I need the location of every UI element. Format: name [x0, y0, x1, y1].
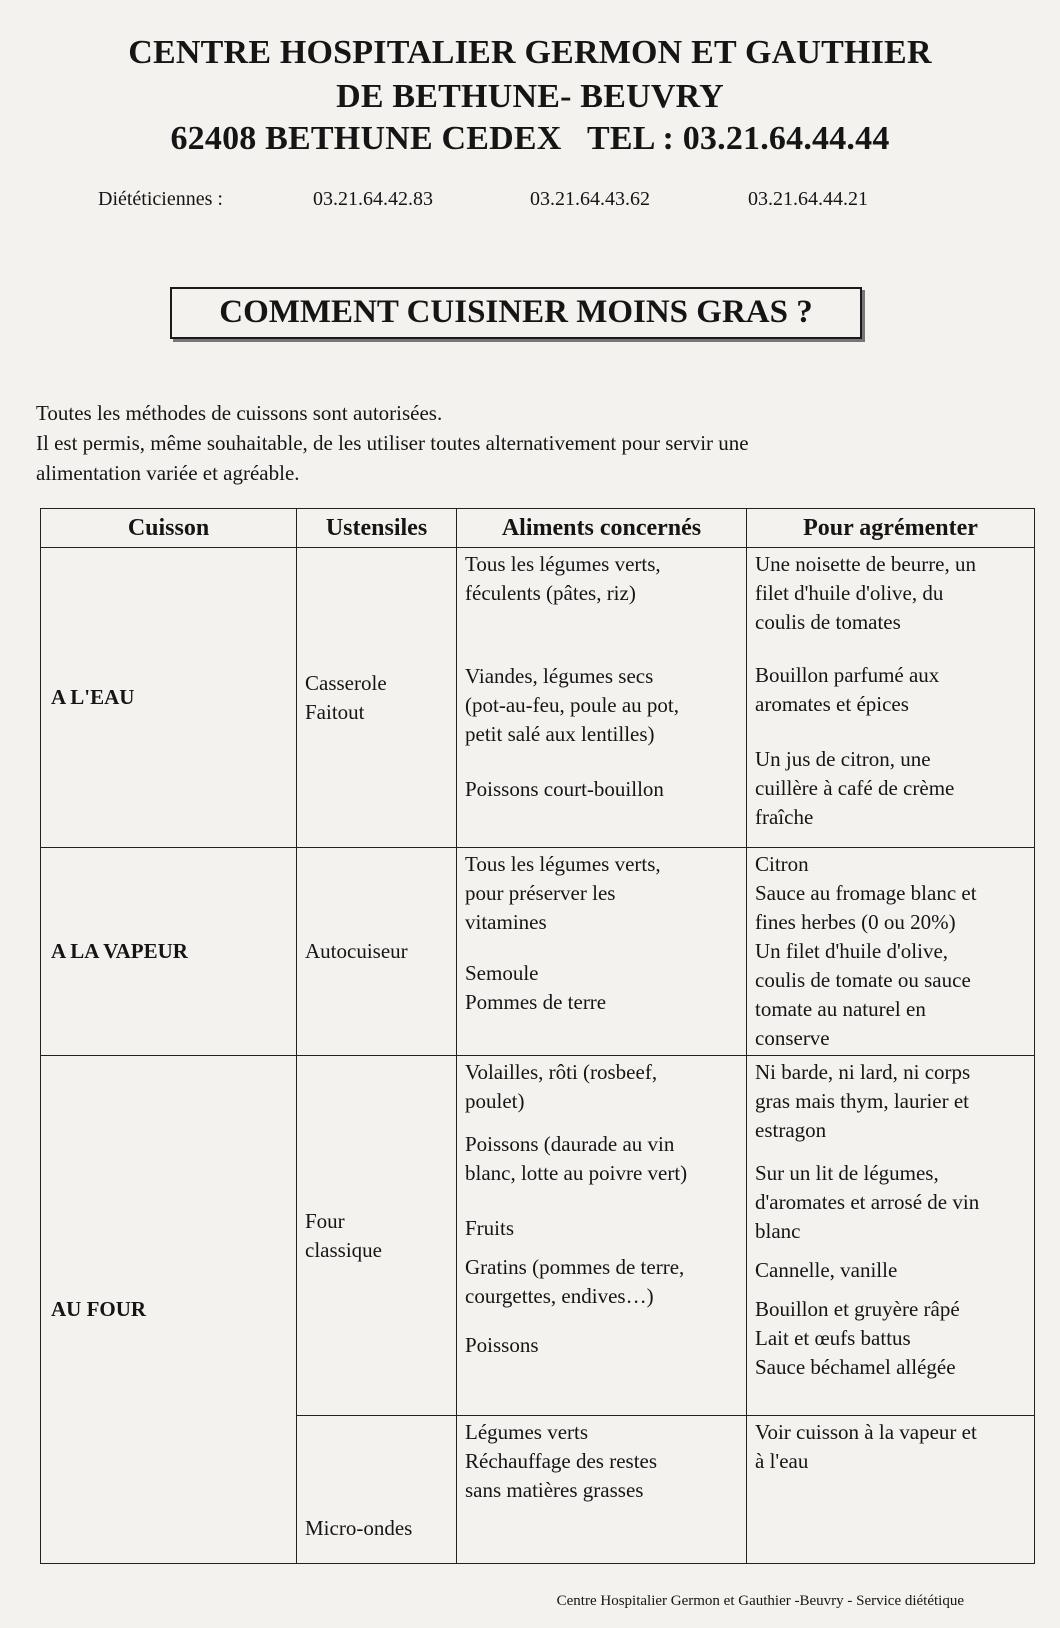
intro-line: Toutes les méthodes de cuissons sont autorisées. — [36, 401, 443, 425]
column-header: Cuisson — [41, 509, 297, 548]
table-row — [41, 1056, 1035, 1416]
utensil: classique — [305, 1237, 382, 1262]
utensils-cell — [297, 548, 457, 848]
utensil: Micro-ondes — [305, 1516, 413, 1540]
table-row — [41, 548, 1035, 848]
food-line: poulet) — [465, 1089, 525, 1113]
hospital-name: CENTRE HOSPITALIER GERMON ET GAUTHIER — [128, 34, 932, 71]
food-line: Poissons (daurade au vin — [465, 1132, 675, 1156]
intro-text — [36, 398, 936, 488]
food-line: Viandes, légumes secs — [465, 664, 654, 688]
page-title: COMMENT CUISINER MOINS GRAS ? — [170, 287, 862, 339]
garnish-line: fraîche — [755, 805, 814, 829]
food-line: Poissons court-bouillon — [465, 777, 664, 801]
hospital-address-phone: 62408 BETHUNE CEDEX TEL : 03.21.64.44.44 — [170, 120, 890, 157]
foods-cell — [457, 1416, 747, 1564]
food-line: Volailles, rôti (rosbeef, — [465, 1060, 658, 1084]
garnish-line: cuillère à café de crème — [755, 776, 955, 800]
food-line: Légumes verts — [465, 1420, 589, 1444]
dietitian-phone: 03.21.64.43.62 — [530, 188, 650, 210]
column-header: Aliments concernés — [457, 509, 747, 548]
garnish-line: Cannelle, vanille — [755, 1258, 898, 1282]
utensils-cell — [297, 848, 457, 1056]
garnish-line: Sauce béchamel allégée — [755, 1355, 956, 1379]
food-line: vitamines — [465, 910, 547, 934]
garnish-line: Sur un lit de légumes, — [755, 1161, 939, 1185]
dietitian-label: Diététiciennes : — [98, 188, 223, 210]
garnish-line: gras mais thym, laurier et — [755, 1089, 970, 1113]
dietitian-phone: 03.21.64.42.83 — [313, 188, 433, 210]
utensil: Casserole — [305, 670, 387, 695]
garnish-line: Une noisette de beurre, un — [755, 552, 977, 576]
utensils-cell — [297, 1056, 457, 1416]
food-line: Pommes de terre — [465, 990, 607, 1014]
garnish-line: Bouillon parfumé aux — [755, 663, 940, 687]
food-line: Fruits — [465, 1216, 515, 1240]
garnish-line: Ni barde, ni lard, ni corps — [755, 1060, 971, 1084]
cooking-method: A LA VAPEUR — [41, 848, 297, 1056]
garnish-line: à l'eau — [755, 1449, 809, 1473]
garnish-line: Bouillon et gruyère râpé — [755, 1297, 960, 1321]
utensil: Four — [305, 1208, 345, 1233]
food-line: blanc, lotte au poivre vert) — [465, 1161, 688, 1185]
hospital-city: DE BETHUNE- BEUVRY — [336, 78, 724, 115]
garnish-line: coulis de tomates — [755, 610, 901, 634]
cooking-method: AU FOUR — [41, 1056, 297, 1564]
garnish-line: Lait et œufs battus — [755, 1326, 911, 1350]
food-line: sans matières grasses — [465, 1478, 644, 1502]
column-header: Pour agrémenter — [747, 509, 1035, 548]
food-line: Tous les légumes verts, — [465, 552, 661, 576]
garnish-cell — [747, 1416, 1035, 1564]
garnish-line: Citron — [755, 852, 809, 876]
garnish-line: Voir cuisson à la vapeur et — [755, 1420, 977, 1444]
garnish-line: conserve — [755, 1026, 830, 1050]
dietitian-phone: 03.21.64.44.21 — [748, 188, 868, 210]
column-header: Ustensiles — [297, 509, 457, 548]
intro-line: Il est permis, même souhaitable, de les utiliser toutes alternativement pour servir une — [36, 431, 749, 455]
foods-cell — [457, 1056, 747, 1416]
footer-credit: Centre Hospitalier Germon et Gauthier -Beuvry - Service diététique — [556, 1593, 964, 1609]
food-line: pour préserver les — [465, 881, 616, 905]
intro-line: alimentation variée et agréable. — [36, 461, 300, 485]
garnish-line: Sauce au fromage blanc et — [755, 881, 977, 905]
garnish-line: Un filet d'huile d'olive, — [755, 939, 949, 963]
garnish-line: filet d'huile d'olive, du — [755, 581, 944, 605]
food-line: petit salé aux lentilles) — [465, 722, 655, 746]
garnish-line: tomate au naturel en — [755, 997, 926, 1021]
garnish-line: aromates et épices — [755, 692, 909, 716]
table-header-row — [41, 509, 1035, 548]
food-line: Semoule — [465, 961, 539, 985]
garnish-cell — [747, 848, 1035, 1056]
foods-cell — [457, 548, 747, 848]
cooking-method: A L'EAU — [41, 548, 297, 848]
food-line: Réchauffage des restes — [465, 1449, 658, 1473]
food-line: féculents (pâtes, riz) — [465, 581, 636, 605]
garnish-line: blanc — [755, 1219, 801, 1243]
garnish-cell — [747, 548, 1035, 848]
garnish-line: Un jus de citron, une — [755, 747, 931, 771]
food-line: Poissons — [465, 1333, 539, 1357]
garnish-line: coulis de tomate ou sauce — [755, 968, 971, 992]
garnish-line: estragon — [755, 1118, 827, 1142]
cooking-methods-table — [40, 508, 1035, 1564]
garnish-line: d'aromates et arrosé de vin — [755, 1190, 980, 1214]
table-row — [41, 848, 1035, 1056]
utensil: Autocuiseur — [305, 939, 408, 963]
food-line: (pot-au-feu, poule au pot, — [465, 693, 680, 717]
utensils-cell — [297, 1416, 457, 1564]
food-line: Gratins (pommes de terre, — [465, 1255, 685, 1279]
food-line: courgettes, endives…) — [465, 1284, 654, 1308]
foods-cell — [457, 848, 747, 1056]
food-line: Tous les légumes verts, — [465, 852, 661, 876]
utensil: Faitout — [305, 699, 365, 724]
garnish-line: fines herbes (0 ou 20%) — [755, 910, 956, 934]
garnish-cell — [747, 1056, 1035, 1416]
